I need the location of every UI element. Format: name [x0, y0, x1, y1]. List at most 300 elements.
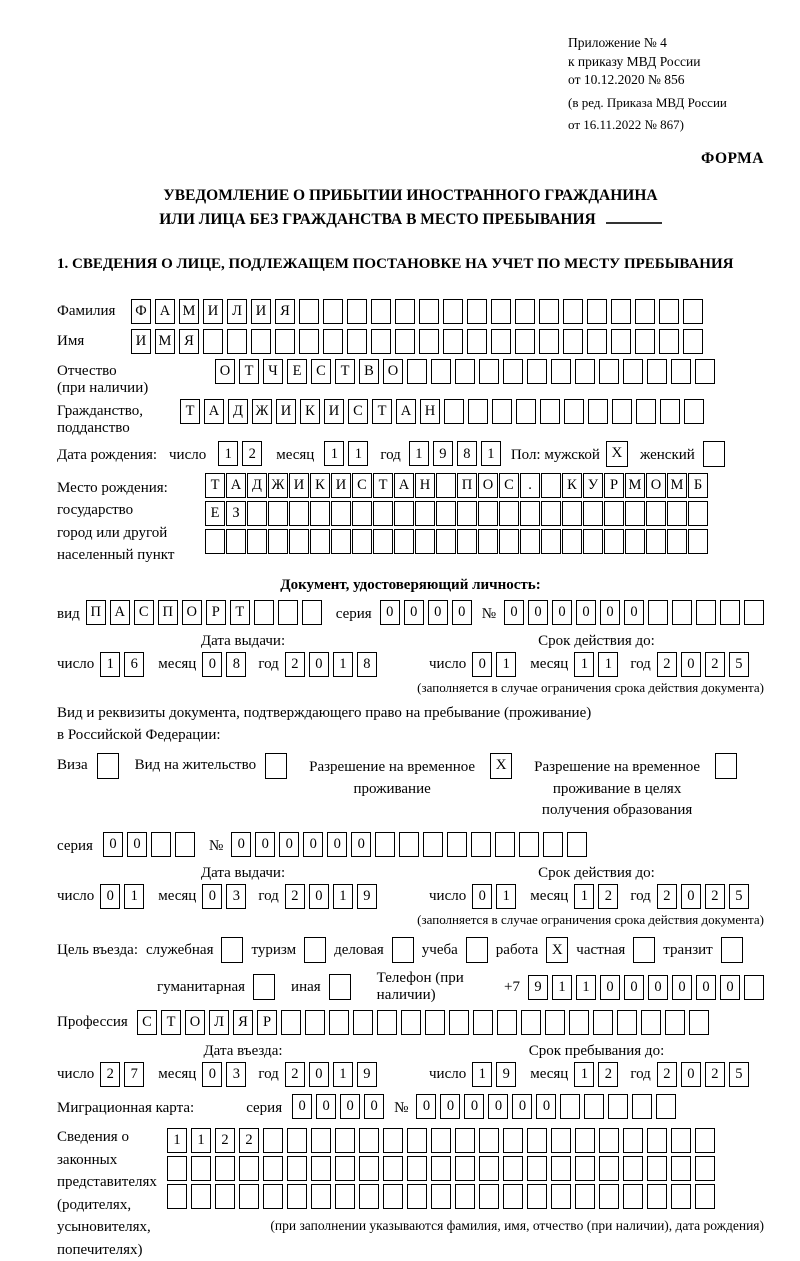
- char-cell[interactable]: [515, 299, 535, 324]
- char-cell[interactable]: [623, 1128, 643, 1153]
- char-cell[interactable]: [289, 529, 309, 554]
- char-cell[interactable]: 2: [215, 1128, 235, 1153]
- char-cell[interactable]: [623, 1156, 643, 1181]
- char-cell[interactable]: [503, 1184, 523, 1209]
- char-cell[interactable]: О: [478, 473, 498, 498]
- char-cell[interactable]: [359, 1156, 379, 1181]
- char-cell[interactable]: 0: [340, 1094, 360, 1119]
- char-cell[interactable]: [227, 329, 247, 354]
- char-cell[interactable]: 0: [364, 1094, 384, 1119]
- char-cell[interactable]: Н: [415, 473, 435, 498]
- char-cell[interactable]: [455, 1128, 475, 1153]
- char-cell[interactable]: 1: [191, 1128, 211, 1153]
- char-cell[interactable]: [647, 1184, 667, 1209]
- char-cell[interactable]: 0: [648, 975, 668, 1000]
- char-cell[interactable]: [383, 1128, 403, 1153]
- char-cell[interactable]: [395, 299, 415, 324]
- char-cell[interactable]: [457, 529, 477, 554]
- char-cell[interactable]: [660, 399, 680, 424]
- char-cell[interactable]: [415, 501, 435, 526]
- char-cell[interactable]: [407, 1184, 427, 1209]
- char-cell[interactable]: А: [394, 473, 414, 498]
- char-cell[interactable]: [647, 359, 667, 384]
- char-cell[interactable]: 0: [404, 600, 424, 625]
- char-cell[interactable]: 0: [428, 600, 448, 625]
- char-cell[interactable]: [646, 529, 666, 554]
- char-cell[interactable]: [562, 501, 582, 526]
- char-cell[interactable]: [254, 600, 274, 625]
- char-cell[interactable]: [383, 1184, 403, 1209]
- char-cell[interactable]: [656, 1094, 676, 1119]
- char-cell[interactable]: [447, 832, 467, 857]
- char-cell[interactable]: [671, 1184, 691, 1209]
- char-cell[interactable]: М: [667, 473, 687, 498]
- char-cell[interactable]: [302, 600, 322, 625]
- char-cell[interactable]: [471, 832, 491, 857]
- char-cell[interactable]: [268, 501, 288, 526]
- char-cell[interactable]: [695, 1128, 715, 1153]
- char-cell[interactable]: 1: [333, 652, 353, 677]
- char-cell[interactable]: 2: [598, 884, 618, 909]
- char-cell[interactable]: 0: [202, 1062, 222, 1087]
- char-cell[interactable]: [567, 832, 587, 857]
- char-cell[interactable]: [683, 329, 703, 354]
- char-cell[interactable]: Р: [604, 473, 624, 498]
- char-cell[interactable]: [373, 529, 393, 554]
- char-cell[interactable]: Я: [233, 1010, 253, 1035]
- char-cell[interactable]: 5: [729, 1062, 749, 1087]
- char-cell[interactable]: [415, 529, 435, 554]
- char-cell[interactable]: 0: [309, 1062, 329, 1087]
- char-cell[interactable]: [593, 1010, 613, 1035]
- char-cell[interactable]: 2: [100, 1062, 120, 1087]
- char-cell[interactable]: 1: [576, 975, 596, 1000]
- char-cell[interactable]: 0: [624, 600, 644, 625]
- char-cell[interactable]: [263, 1128, 283, 1153]
- char-cell[interactable]: [444, 399, 464, 424]
- char-cell[interactable]: 9: [433, 441, 453, 466]
- char-cell[interactable]: [492, 399, 512, 424]
- char-cell[interactable]: 1: [472, 1062, 492, 1087]
- char-cell[interactable]: [352, 501, 372, 526]
- char-cell[interactable]: [540, 399, 560, 424]
- char-cell[interactable]: [377, 1010, 397, 1035]
- char-cell[interactable]: 8: [457, 441, 477, 466]
- char-cell[interactable]: 0: [416, 1094, 436, 1119]
- char-cell[interactable]: [431, 1184, 451, 1209]
- char-cell[interactable]: 1: [348, 441, 368, 466]
- char-cell[interactable]: Т: [372, 399, 392, 424]
- char-cell[interactable]: 2: [285, 1062, 305, 1087]
- char-cell[interactable]: Т: [230, 600, 250, 625]
- char-cell[interactable]: 0: [351, 832, 371, 857]
- char-cell[interactable]: [527, 1184, 547, 1209]
- char-cell[interactable]: [503, 1156, 523, 1181]
- char-cell[interactable]: [696, 600, 716, 625]
- char-cell[interactable]: И: [276, 399, 296, 424]
- char-cell[interactable]: 2: [705, 1062, 725, 1087]
- char-cell[interactable]: 2: [285, 884, 305, 909]
- char-cell[interactable]: [569, 1010, 589, 1035]
- char-cell[interactable]: 0: [309, 652, 329, 677]
- char-cell[interactable]: [419, 329, 439, 354]
- char-cell[interactable]: [503, 359, 523, 384]
- char-cell[interactable]: 1: [574, 652, 594, 677]
- char-cell[interactable]: [562, 529, 582, 554]
- char-cell[interactable]: [667, 501, 687, 526]
- char-cell[interactable]: [564, 399, 584, 424]
- char-cell[interactable]: [329, 1010, 349, 1035]
- char-cell[interactable]: О: [646, 473, 666, 498]
- char-cell[interactable]: [744, 600, 764, 625]
- char-cell[interactable]: [331, 529, 351, 554]
- char-cell[interactable]: 0: [452, 600, 472, 625]
- char-cell[interactable]: [335, 1128, 355, 1153]
- char-cell[interactable]: 0: [309, 884, 329, 909]
- char-cell[interactable]: [299, 329, 319, 354]
- char-cell[interactable]: [647, 1128, 667, 1153]
- char-cell[interactable]: 5: [729, 884, 749, 909]
- char-cell[interactable]: [551, 1184, 571, 1209]
- char-cell[interactable]: [251, 329, 271, 354]
- char-cell[interactable]: Д: [247, 473, 267, 498]
- char-cell[interactable]: [539, 329, 559, 354]
- char-cell[interactable]: 0: [696, 975, 716, 1000]
- char-cell[interactable]: [527, 1128, 547, 1153]
- char-cell[interactable]: 0: [576, 600, 596, 625]
- char-cell[interactable]: [226, 529, 246, 554]
- char-cell[interactable]: О: [182, 600, 202, 625]
- char-cell[interactable]: [520, 501, 540, 526]
- char-cell[interactable]: [515, 329, 535, 354]
- char-cell[interactable]: А: [155, 299, 175, 324]
- char-cell[interactable]: О: [215, 359, 235, 384]
- char-cell[interactable]: [311, 1156, 331, 1181]
- char-cell[interactable]: [499, 529, 519, 554]
- char-cell[interactable]: [239, 1156, 259, 1181]
- char-cell[interactable]: 1: [100, 652, 120, 677]
- char-cell[interactable]: [608, 1094, 628, 1119]
- char-cell[interactable]: [478, 529, 498, 554]
- char-cell[interactable]: С: [348, 399, 368, 424]
- char-cell[interactable]: [575, 359, 595, 384]
- char-cell[interactable]: 9: [496, 1062, 516, 1087]
- char-cell[interactable]: [636, 399, 656, 424]
- char-cell[interactable]: [575, 1184, 595, 1209]
- char-cell[interactable]: Б: [688, 473, 708, 498]
- char-cell[interactable]: И: [289, 473, 309, 498]
- char-cell[interactable]: [247, 501, 267, 526]
- char-cell[interactable]: [560, 1094, 580, 1119]
- char-cell[interactable]: [604, 501, 624, 526]
- checkbox-purpose-work[interactable]: X: [546, 937, 568, 963]
- char-cell[interactable]: Н: [420, 399, 440, 424]
- char-cell[interactable]: [419, 299, 439, 324]
- char-cell[interactable]: [331, 501, 351, 526]
- char-cell[interactable]: П: [158, 600, 178, 625]
- char-cell[interactable]: 1: [574, 884, 594, 909]
- char-cell[interactable]: [407, 359, 427, 384]
- char-cell[interactable]: [519, 832, 539, 857]
- char-cell[interactable]: [575, 1128, 595, 1153]
- char-cell[interactable]: [495, 832, 515, 857]
- char-cell[interactable]: [175, 832, 195, 857]
- char-cell[interactable]: [479, 1128, 499, 1153]
- char-cell[interactable]: Р: [206, 600, 226, 625]
- char-cell[interactable]: 2: [705, 884, 725, 909]
- char-cell[interactable]: Ж: [268, 473, 288, 498]
- char-cell[interactable]: [541, 529, 561, 554]
- char-cell[interactable]: [443, 299, 463, 324]
- checkbox-temp-residence-education[interactable]: [715, 753, 737, 779]
- char-cell[interactable]: [551, 1128, 571, 1153]
- char-cell[interactable]: [617, 1010, 637, 1035]
- char-cell[interactable]: [503, 1128, 523, 1153]
- checkbox-purpose-official[interactable]: [221, 937, 243, 963]
- char-cell[interactable]: Т: [335, 359, 355, 384]
- char-cell[interactable]: [347, 329, 367, 354]
- char-cell[interactable]: [744, 975, 764, 1000]
- char-cell[interactable]: 2: [242, 441, 262, 466]
- char-cell[interactable]: 2: [657, 884, 677, 909]
- checkbox-purpose-humanitarian[interactable]: [253, 974, 275, 1000]
- char-cell[interactable]: [641, 1010, 661, 1035]
- char-cell[interactable]: Я: [275, 299, 295, 324]
- checkbox-purpose-other[interactable]: [329, 974, 351, 1000]
- char-cell[interactable]: [407, 1128, 427, 1153]
- char-cell[interactable]: И: [324, 399, 344, 424]
- char-cell[interactable]: М: [179, 299, 199, 324]
- char-cell[interactable]: 0: [681, 884, 701, 909]
- char-cell[interactable]: [167, 1184, 187, 1209]
- char-cell[interactable]: Я: [179, 329, 199, 354]
- char-cell[interactable]: [479, 1156, 499, 1181]
- char-cell[interactable]: 1: [481, 441, 501, 466]
- char-cell[interactable]: Т: [239, 359, 259, 384]
- char-cell[interactable]: О: [185, 1010, 205, 1035]
- char-cell[interactable]: [632, 1094, 652, 1119]
- char-cell[interactable]: И: [203, 299, 223, 324]
- char-cell[interactable]: 1: [124, 884, 144, 909]
- char-cell[interactable]: [499, 501, 519, 526]
- char-cell[interactable]: [583, 501, 603, 526]
- char-cell[interactable]: 0: [316, 1094, 336, 1119]
- char-cell[interactable]: [263, 1156, 283, 1181]
- char-cell[interactable]: 9: [528, 975, 548, 1000]
- char-cell[interactable]: [215, 1156, 235, 1181]
- char-cell[interactable]: [479, 1184, 499, 1209]
- char-cell[interactable]: [449, 1010, 469, 1035]
- char-cell[interactable]: [665, 1010, 685, 1035]
- char-cell[interactable]: [436, 529, 456, 554]
- char-cell[interactable]: [278, 600, 298, 625]
- char-cell[interactable]: [599, 1184, 619, 1209]
- char-cell[interactable]: [611, 329, 631, 354]
- char-cell[interactable]: [648, 600, 668, 625]
- char-cell[interactable]: [604, 529, 624, 554]
- char-cell[interactable]: Т: [205, 473, 225, 498]
- char-cell[interactable]: 0: [380, 600, 400, 625]
- char-cell[interactable]: [436, 473, 456, 498]
- char-cell[interactable]: [635, 299, 655, 324]
- char-cell[interactable]: [516, 399, 536, 424]
- char-cell[interactable]: 0: [464, 1094, 484, 1119]
- char-cell[interactable]: А: [396, 399, 416, 424]
- char-cell[interactable]: [371, 299, 391, 324]
- char-cell[interactable]: [599, 1128, 619, 1153]
- checkbox-purpose-transit[interactable]: [721, 937, 743, 963]
- char-cell[interactable]: [479, 359, 499, 384]
- char-cell[interactable]: [545, 1010, 565, 1035]
- char-cell[interactable]: [205, 529, 225, 554]
- char-cell[interactable]: Т: [180, 399, 200, 424]
- char-cell[interactable]: [311, 1184, 331, 1209]
- char-cell[interactable]: [683, 299, 703, 324]
- char-cell[interactable]: [587, 299, 607, 324]
- char-cell[interactable]: [455, 359, 475, 384]
- checkbox-purpose-study[interactable]: [466, 937, 488, 963]
- char-cell[interactable]: [263, 1184, 283, 1209]
- char-cell[interactable]: Т: [373, 473, 393, 498]
- char-cell[interactable]: [299, 299, 319, 324]
- char-cell[interactable]: А: [204, 399, 224, 424]
- char-cell[interactable]: [431, 1156, 451, 1181]
- char-cell[interactable]: [672, 600, 692, 625]
- char-cell[interactable]: Т: [161, 1010, 181, 1035]
- char-cell[interactable]: 2: [239, 1128, 259, 1153]
- char-cell[interactable]: С: [134, 600, 154, 625]
- char-cell[interactable]: 6: [124, 652, 144, 677]
- char-cell[interactable]: [311, 1128, 331, 1153]
- char-cell[interactable]: [287, 1156, 307, 1181]
- char-cell[interactable]: .: [520, 473, 540, 498]
- char-cell[interactable]: 3: [226, 884, 246, 909]
- char-cell[interactable]: 1: [409, 441, 429, 466]
- char-cell[interactable]: 0: [672, 975, 692, 1000]
- char-cell[interactable]: [191, 1156, 211, 1181]
- char-cell[interactable]: В: [359, 359, 379, 384]
- char-cell[interactable]: [347, 299, 367, 324]
- char-cell[interactable]: 2: [657, 652, 677, 677]
- char-cell[interactable]: 7: [124, 1062, 144, 1087]
- char-cell[interactable]: 0: [202, 884, 222, 909]
- char-cell[interactable]: А: [226, 473, 246, 498]
- char-cell[interactable]: [539, 299, 559, 324]
- char-cell[interactable]: [497, 1010, 517, 1035]
- char-cell[interactable]: [541, 473, 561, 498]
- char-cell[interactable]: [720, 600, 740, 625]
- char-cell[interactable]: 1: [496, 652, 516, 677]
- char-cell[interactable]: 2: [285, 652, 305, 677]
- char-cell[interactable]: [359, 1184, 379, 1209]
- char-cell[interactable]: [635, 329, 655, 354]
- char-cell[interactable]: [478, 501, 498, 526]
- char-cell[interactable]: [287, 1184, 307, 1209]
- char-cell[interactable]: 0: [512, 1094, 532, 1119]
- char-cell[interactable]: П: [86, 600, 106, 625]
- char-cell[interactable]: [584, 1094, 604, 1119]
- char-cell[interactable]: [684, 399, 704, 424]
- char-cell[interactable]: [353, 1010, 373, 1035]
- char-cell[interactable]: [203, 329, 223, 354]
- char-cell[interactable]: [625, 501, 645, 526]
- char-cell[interactable]: [563, 329, 583, 354]
- char-cell[interactable]: [541, 501, 561, 526]
- char-cell[interactable]: 0: [303, 832, 323, 857]
- char-cell[interactable]: 0: [472, 884, 492, 909]
- char-cell[interactable]: 0: [255, 832, 275, 857]
- char-cell[interactable]: [394, 501, 414, 526]
- char-cell[interactable]: 0: [279, 832, 299, 857]
- char-cell[interactable]: 0: [100, 884, 120, 909]
- char-cell[interactable]: [287, 1128, 307, 1153]
- char-cell[interactable]: [625, 529, 645, 554]
- char-cell[interactable]: [323, 329, 343, 354]
- char-cell[interactable]: С: [137, 1010, 157, 1035]
- char-cell[interactable]: [575, 1156, 595, 1181]
- char-cell[interactable]: 1: [333, 1062, 353, 1087]
- char-cell[interactable]: 2: [598, 1062, 618, 1087]
- char-cell[interactable]: [551, 1156, 571, 1181]
- char-cell[interactable]: 0: [231, 832, 251, 857]
- char-cell[interactable]: [671, 1156, 691, 1181]
- char-cell[interactable]: С: [311, 359, 331, 384]
- char-cell[interactable]: П: [457, 473, 477, 498]
- char-cell[interactable]: 0: [681, 652, 701, 677]
- char-cell[interactable]: [352, 529, 372, 554]
- char-cell[interactable]: [695, 359, 715, 384]
- char-cell[interactable]: И: [131, 329, 151, 354]
- checkbox-purpose-business[interactable]: [392, 937, 414, 963]
- char-cell[interactable]: З: [226, 501, 246, 526]
- char-cell[interactable]: [191, 1184, 211, 1209]
- char-cell[interactable]: [611, 299, 631, 324]
- char-cell[interactable]: 1: [167, 1128, 187, 1153]
- char-cell[interactable]: 0: [202, 652, 222, 677]
- char-cell[interactable]: [527, 1156, 547, 1181]
- char-cell[interactable]: 1: [598, 652, 618, 677]
- char-cell[interactable]: 0: [488, 1094, 508, 1119]
- char-cell[interactable]: [335, 1156, 355, 1181]
- char-cell[interactable]: [551, 359, 571, 384]
- char-cell[interactable]: Л: [209, 1010, 229, 1035]
- char-cell[interactable]: 0: [552, 600, 572, 625]
- char-cell[interactable]: [423, 832, 443, 857]
- char-cell[interactable]: [431, 359, 451, 384]
- char-cell[interactable]: [659, 299, 679, 324]
- char-cell[interactable]: [443, 329, 463, 354]
- char-cell[interactable]: О: [383, 359, 403, 384]
- char-cell[interactable]: М: [625, 473, 645, 498]
- char-cell[interactable]: 9: [357, 884, 377, 909]
- char-cell[interactable]: Ч: [263, 359, 283, 384]
- char-cell[interactable]: [268, 529, 288, 554]
- char-cell[interactable]: [323, 299, 343, 324]
- char-cell[interactable]: 0: [681, 1062, 701, 1087]
- char-cell[interactable]: [688, 501, 708, 526]
- char-cell[interactable]: [455, 1156, 475, 1181]
- char-cell[interactable]: [310, 501, 330, 526]
- char-cell[interactable]: Е: [287, 359, 307, 384]
- checkbox-sex-male[interactable]: X: [606, 441, 628, 467]
- char-cell[interactable]: [695, 1184, 715, 1209]
- char-cell[interactable]: 5: [729, 652, 749, 677]
- char-cell[interactable]: 0: [600, 975, 620, 1000]
- char-cell[interactable]: [671, 359, 691, 384]
- char-cell[interactable]: [383, 1156, 403, 1181]
- char-cell[interactable]: [394, 529, 414, 554]
- char-cell[interactable]: А: [110, 600, 130, 625]
